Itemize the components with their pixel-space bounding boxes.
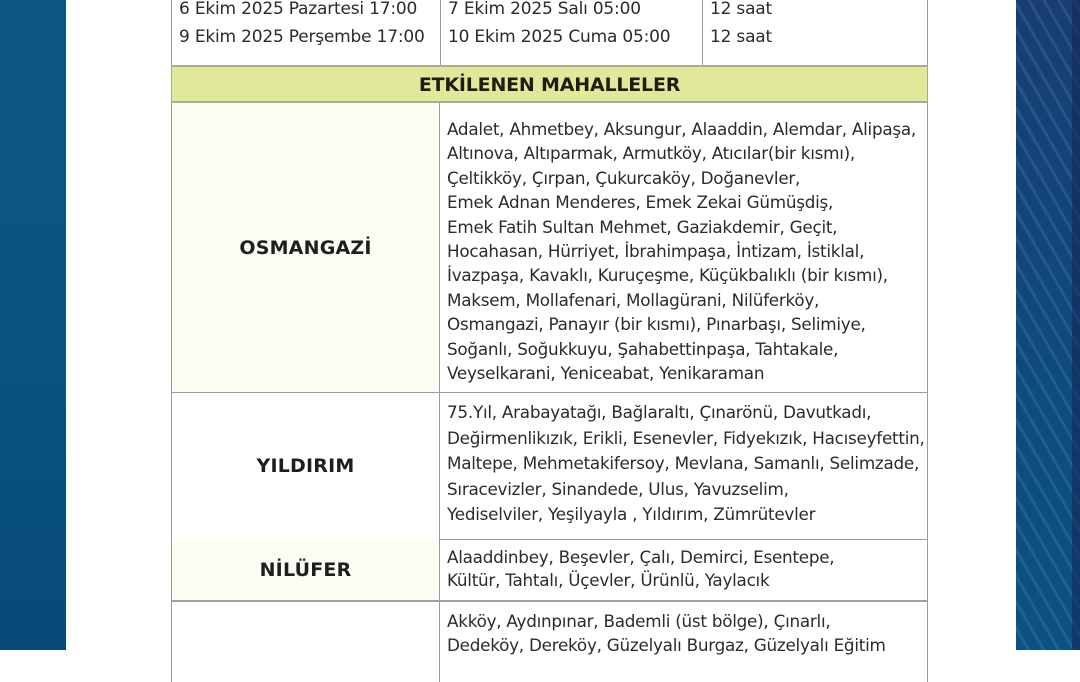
left-background-panel: [0, 0, 66, 650]
neighborhood-line: Dedeköy, Dereköy, Güzelyalı Burgaz, Güzelyalı Eğitim: [447, 635, 886, 655]
district-name: NİLÜFER: [172, 539, 440, 600]
neighborhood-line: Maksem, Mollafenari, Mollagürani, Nilüferköy,: [447, 289, 820, 310]
schedule-end-column: [440, 0, 702, 65]
neighborhood-line: Adalet, Ahmetbey, Aksungur, Alaaddin, Alemdar, Alipaşa,: [447, 119, 917, 139]
neighborhood-line: Hocahasan, Hürriyet, İbrahimpaşa, İntizam, İstiklal,: [447, 241, 865, 262]
district-name: [172, 602, 440, 682]
neighborhood-list: [440, 539, 929, 600]
schedule-block: [171, 0, 928, 65]
district-row-yildirim: [171, 392, 928, 540]
right-background-panel: [1016, 0, 1080, 650]
district-row-nilufer: [171, 539, 928, 602]
neighborhood-line: Maltepe, Mehmetakifersoy, Mevlana, Samanlı, Selimzade,: [447, 453, 920, 473]
schedule-end-2: 10 Ekim 2025 Cuma 05:00: [448, 27, 671, 47]
neighborhood-line: Veyselkarani, Yeniceabat, Yenikaraman: [447, 363, 765, 384]
district-row-osmangazi: [171, 103, 928, 393]
neighborhood-line: Akköy, Aydınpınar, Bademli (üst bölge), Çınarlı,: [447, 611, 831, 631]
schedule-start-2: 9 Ekim 2025 Perşembe 17:00: [179, 27, 425, 47]
district-name: OSMANGAZİ: [172, 103, 440, 392]
neighborhood-line: Değirmenlikızık, Erikli, Esenevler, Fidyekızık, Hacıseyfettin,: [447, 427, 925, 448]
neighborhood-line: Sıracevizler, Sinandede, Ulus, Yavuzselim,: [447, 478, 789, 499]
schedule-duration-2: 12 saat: [710, 27, 772, 47]
neighborhood-line: İvazpaşa, Kavaklı, Kuruçeşme, Küçükbalıklı (bir kısmı),: [447, 265, 888, 286]
affected-neighborhoods-header: ETKİLENEN MAHALLELER: [171, 65, 928, 103]
neighborhood-line: Soğanlı, Soğukkuyu, Şahabettinpaşa, Tahtakale,: [447, 338, 839, 359]
neighborhood-list: [440, 103, 929, 392]
district-name: YILDIRIM: [172, 392, 440, 539]
schedule-duration-column: [702, 0, 929, 65]
neighborhood-line: Emek Fatih Sultan Mehmet, Gaziakdemir, Geçit,: [447, 216, 838, 237]
neighborhood-list: [440, 392, 929, 539]
neighborhood-line: Çeltikköy, Çırpan, Çukurcaköy, Doğanevler,: [447, 167, 801, 188]
neighborhood-line: 75.Yıl, Arabayatağı, Bağlaraltı, Çınarönü, Davutkadı,: [447, 402, 872, 422]
schedule-start-column: [172, 0, 440, 65]
neighborhood-list: [440, 602, 929, 682]
neighborhood-line: Kültür, Tahtalı, Üçevler, Ürünlü, Yaylacık: [447, 570, 770, 590]
schedule-end-1: 7 Ekim 2025 Salı 05:00: [448, 0, 641, 19]
neighborhood-line: Emek Adnan Menderes, Emek Zekai Gümüşdiş,: [447, 192, 834, 213]
schedule-duration-1: 12 saat: [710, 0, 772, 19]
neighborhood-line: Yediselviler, Yeşilyayla , Yıldırım, Zümrütevler: [447, 504, 816, 524]
neighborhood-line: Osmangazi, Panayır (bir kısmı), Pınarbaşı, Selimiye,: [447, 314, 866, 335]
district-row-next: [171, 602, 928, 682]
neighborhood-line: Alaaddinbey, Beşevler, Çalı, Demirci, Esentepe,: [447, 547, 835, 567]
schedule-start-1: 6 Ekim 2025 Pazartesi 17:00: [179, 0, 418, 19]
neighborhood-line: Altınova, Altıparmak, Armutköy, Atıcılar(bir kısmı),: [447, 143, 856, 164]
outage-table: [171, 0, 928, 655]
